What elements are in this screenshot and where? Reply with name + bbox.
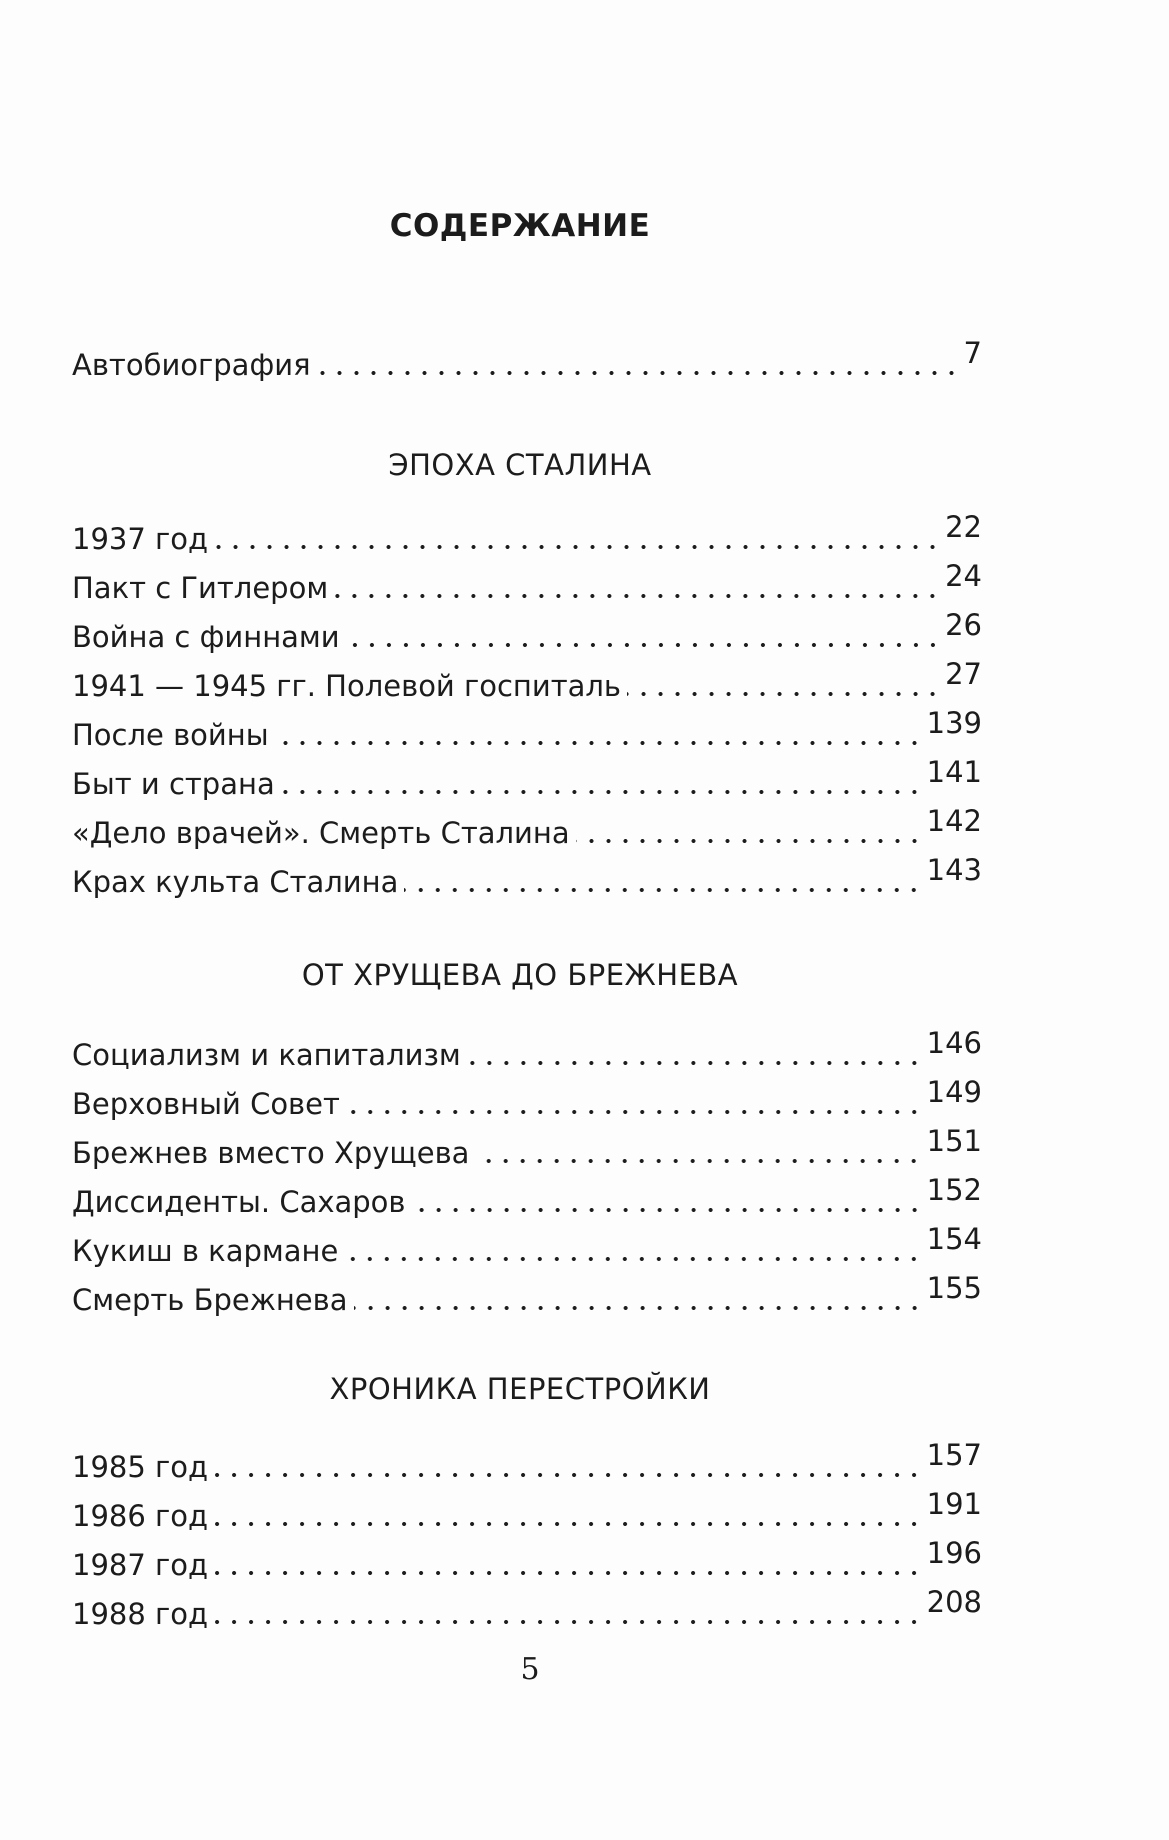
toc-entry [72, 608, 982, 654]
dot-leader [354, 1305, 923, 1311]
toc-entry-title: «Дело врачей». Смерть Сталина [72, 816, 570, 850]
toc-entry-page: 27 [945, 657, 982, 691]
page-number: 5 [520, 1652, 540, 1687]
toc-entry-title: Брежнев вместо Хрущева [72, 1136, 470, 1170]
toc-entry [72, 1585, 982, 1631]
toc-entry-title: 1986 год [72, 1499, 209, 1533]
toc-entry [72, 1536, 982, 1582]
toc-entry-page: 152 [926, 1173, 982, 1207]
toc-entry-title: 1988 год [72, 1597, 209, 1631]
toc-entry [72, 1271, 982, 1317]
toc-entry [72, 1173, 982, 1219]
toc-entry-page: 146 [926, 1026, 982, 1060]
toc-entry-page: 157 [926, 1438, 982, 1472]
dot-leader [346, 642, 941, 648]
dot-leader [214, 544, 941, 550]
toc-entry-title: Социализм и капитализм [72, 1038, 461, 1072]
toc-entry-page: 196 [926, 1536, 982, 1570]
toc-entry-title: Кукиш в кармане [72, 1234, 339, 1268]
toc-entry-page: 143 [926, 853, 982, 887]
toc-entry-title: Автобиография [72, 348, 311, 382]
toc-entry [72, 804, 982, 850]
dot-leader [467, 1060, 923, 1066]
toc-entry-page: 149 [926, 1075, 982, 1109]
dot-leader [576, 838, 923, 844]
dot-leader [404, 887, 922, 893]
toc-entry-title: Война с финнами [72, 620, 340, 654]
toc-entry-title: 1985 год [72, 1450, 209, 1484]
toc-entry-page: 141 [926, 755, 982, 789]
section-heading: ЭПОХА СТАЛИНА [388, 448, 652, 482]
dot-leader [214, 1472, 923, 1478]
toc-entry-title: 1937 год [72, 522, 209, 556]
toc-entry [72, 1222, 982, 1268]
toc-entry-page: 22 [945, 510, 982, 544]
toc-entry [72, 1124, 982, 1170]
toc-entry-page: 151 [926, 1124, 982, 1158]
toc-entry [72, 1075, 982, 1121]
toc-entry-title: 1987 год [72, 1548, 209, 1582]
toc-entry-page: 26 [945, 608, 982, 642]
toc-entry-page: 208 [926, 1585, 982, 1619]
toc-entry-title: Верховный Совет [72, 1087, 340, 1121]
dot-leader [317, 370, 960, 376]
toc-entry-page: 7 [963, 336, 982, 370]
toc-entry-title: Пакт с Гитлером [72, 571, 329, 605]
toc-entry [72, 853, 982, 899]
toc-entry [72, 1026, 982, 1072]
section-heading: ХРОНИКА ПЕРЕСТРОЙКИ [329, 1372, 711, 1406]
toc-entry-title: Диссиденты. Сахаров [72, 1185, 406, 1219]
dot-leader [412, 1207, 923, 1213]
toc-entry [72, 1438, 982, 1484]
toc-entry-page: 154 [926, 1222, 982, 1256]
toc-entry [72, 336, 982, 382]
toc-entry-page: 139 [926, 706, 982, 740]
dot-leader [346, 1109, 923, 1115]
toc-entry-title: Быт и страна [72, 767, 275, 801]
page-title: СОДЕРЖАНИЕ [389, 208, 651, 244]
toc-entry-page: 142 [926, 804, 982, 838]
dot-leader [214, 1619, 923, 1625]
dot-leader [214, 1521, 923, 1527]
dot-leader [281, 789, 923, 795]
toc-entry-page: 155 [926, 1271, 982, 1305]
toc-entry [72, 510, 982, 556]
toc-entry-title: Крах культа Сталина [72, 865, 399, 899]
dot-leader [627, 691, 941, 697]
dot-leader [334, 593, 941, 599]
toc-entry-title: 1941 — 1945 гг. Полевой госпиталь [72, 669, 622, 703]
dot-leader [475, 1158, 922, 1164]
toc-entry-page: 24 [945, 559, 982, 593]
dot-leader [344, 1256, 922, 1262]
toc-entry [72, 1487, 982, 1533]
toc-entry-page: 191 [926, 1487, 982, 1521]
section-heading: ОТ ХРУЩЕВА ДО БРЕЖНЕВА [301, 958, 739, 992]
toc-entry-title: Смерть Брежнева [72, 1283, 348, 1317]
toc-entry [72, 755, 982, 801]
toc-entry [72, 559, 982, 605]
dot-leader [214, 1570, 923, 1576]
toc-entry [72, 657, 982, 703]
toc-entry-title: После войны [72, 718, 269, 752]
toc-entry [72, 706, 982, 752]
dot-leader [275, 740, 923, 746]
